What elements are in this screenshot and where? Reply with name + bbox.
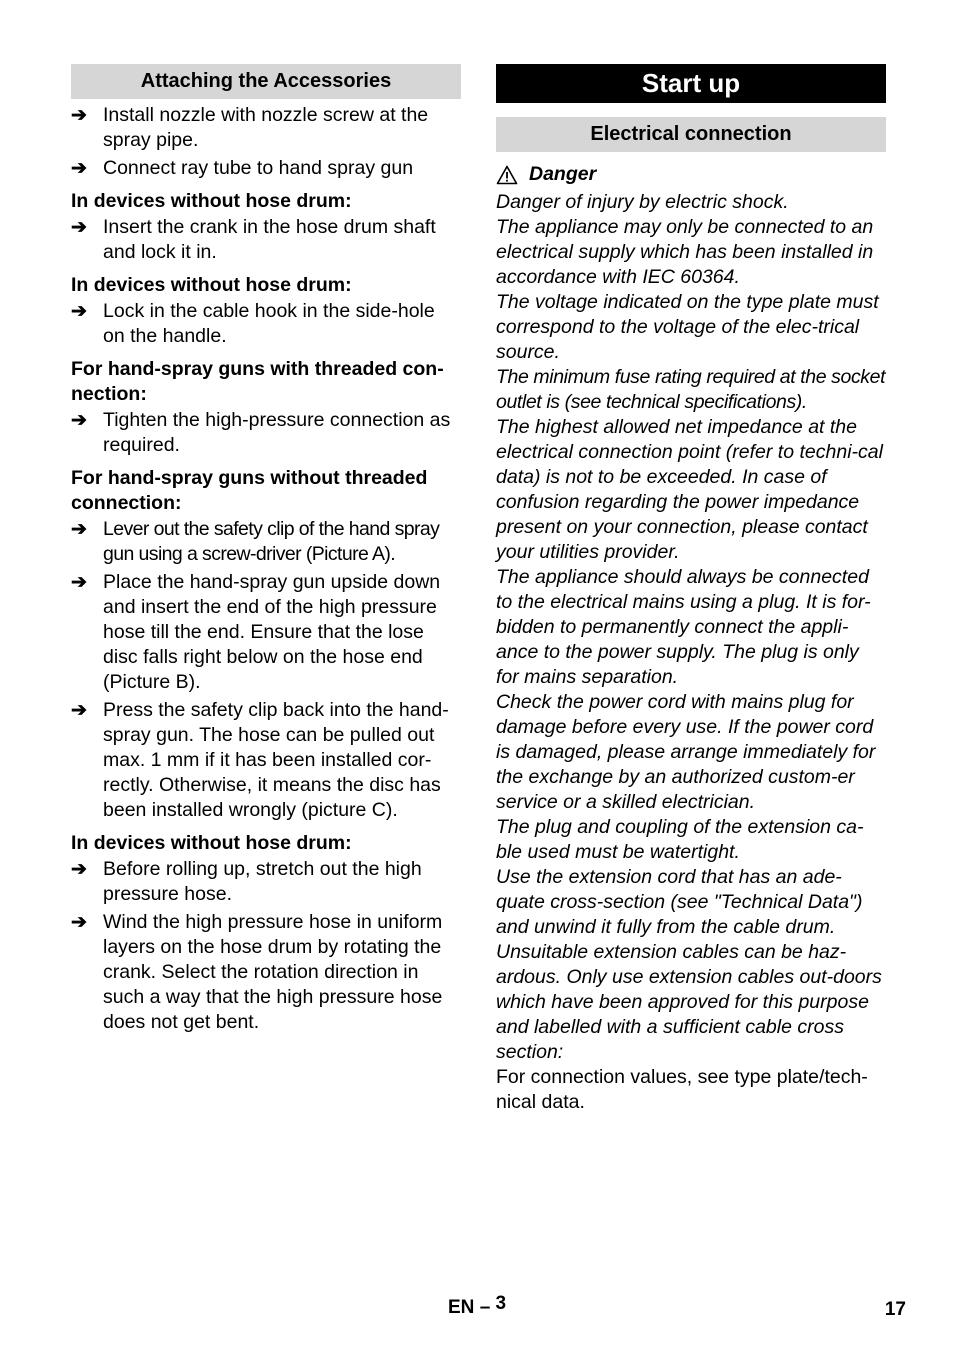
subheading: For hand-spray guns with threaded con-nection:: [71, 358, 444, 405]
steps-group-a: [71, 103, 461, 181]
steps-group-d: [71, 408, 461, 458]
step-item: ➔ Tighten the high-pressure connection as required.: [71, 409, 451, 456]
arrow-right-icon: ➔: [71, 912, 87, 933]
step-item: ➔ Lever out the safety clip of the hand spray gun using a screw-driver (Picture A).: [71, 518, 440, 565]
section-page-number: 3: [495, 1293, 507, 1314]
arrow-right-icon: ➔: [71, 105, 87, 126]
paragraph: The plug and coupling of the extension ca-ble used must be watertight.: [496, 816, 864, 863]
danger-body: [496, 190, 886, 1115]
arrow-right-icon: ➔: [71, 572, 87, 593]
paragraph: Danger of injury by electric shock.: [496, 191, 789, 213]
arrow-right-icon: ➔: [71, 859, 87, 880]
footer-language-marker: [448, 1293, 507, 1319]
arrow-right-icon: ➔: [71, 158, 87, 179]
steps-group-e: [71, 517, 461, 823]
step-item: ➔ Install nozzle with nozzle screw at the spray pipe.: [71, 104, 429, 151]
paragraph: Use the extension cord that has an ade-quate cross-section (see "Technical Data") and unwind it fully from the cable drum.: [496, 866, 863, 938]
arrow-right-icon: ➔: [71, 519, 87, 540]
arrow-right-icon: ➔: [71, 217, 87, 238]
paragraph: The appliance should always be connected to the electrical mains using a plug. It is for-bidden to permanently connect the appli-ance to the power supply. The plug is only for mains separation.: [496, 566, 871, 688]
paragraph: The appliance may only be connected to an electrical supply which has been installed in accordance with IEC 60364.: [496, 216, 874, 288]
warning-triangle-icon: [496, 165, 518, 185]
paragraph: The voltage indicated on the type plate must correspond to the voltage of the elec-trical source.: [496, 291, 879, 363]
subheading: In devices without hose drum:: [71, 274, 352, 296]
subheading: In devices without hose drum:: [71, 832, 352, 854]
steps-group-c: [71, 299, 461, 349]
step-item: ➔ Connect ray tube to hand spray gun: [71, 157, 414, 179]
paragraph: Unsuitable extension cables can be haz-ardous. Only use extension cables out-doors which have been approved for this purpose and labelled with a sufficient cable cross section:: [496, 941, 882, 1063]
right-column: [496, 64, 886, 1115]
left-column: [71, 64, 461, 1038]
steps-group-f: [71, 857, 461, 1035]
connection-values-note: For connection values, see type plate/tech-nical data.: [496, 1066, 868, 1113]
language-code: EN: [448, 1297, 475, 1318]
start-up-title: Start up: [496, 64, 886, 103]
paragraph: Check the power cord with mains plug for damage before every use. If the power cord is damaged, please arrange immediately for the exchange by an authorized custom-er service or a skilled electrician.: [496, 691, 876, 813]
paragraph: The highest allowed net impedance at the electrical connection point (refer to techni-cal data) is not to be exceeded. In case of confusion regarding the power impedance present on your connection, please contact your utilities provider.: [496, 416, 883, 563]
steps-group-b: [71, 215, 461, 265]
step-item: ➔ Insert the crank in the hose drum shaft and lock it in.: [71, 216, 436, 263]
step-item: ➔ Before rolling up, stretch out the high pressure hose.: [71, 858, 422, 905]
step-item: ➔ Wind the high pressure hose in uniform layers on the hose drum by rotating the crank. Select the rotation direction in such a way that the high pressure hose does not get bent.: [71, 911, 443, 1033]
step-item: ➔ Place the hand-spray gun upside down and insert the end of the high pressure hose till the end. Ensure that the lose disc falls right below on the hose end (Picture B).: [71, 571, 441, 693]
subheading: In devices without hose drum:: [71, 190, 352, 212]
danger-notice-heading: [496, 162, 886, 187]
separator: –: [479, 1297, 491, 1318]
paragraph: The minimum fuse rating required at the socket outlet is (see technical specifications).: [496, 366, 886, 413]
arrow-right-icon: ➔: [71, 301, 87, 322]
attaching-accessories-heading: Attaching the Accessories: [71, 64, 461, 99]
arrow-right-icon: ➔: [71, 700, 87, 721]
subheading: For hand-spray guns without threaded connection:: [71, 467, 428, 514]
arrow-right-icon: ➔: [71, 410, 87, 431]
danger-label: Danger: [529, 163, 597, 185]
electrical-connection-heading: Electrical connection: [496, 117, 886, 152]
step-item: ➔ Press the safety clip back into the hand-spray gun. The hose can be pulled out max. 1 mm if it has been installed cor-rectly. Otherwise, it means the disc has been installed wrongly (picture C).: [71, 699, 449, 821]
page-number: 17: [884, 1299, 906, 1320]
step-item: ➔ Lock in the cable hook in the side-hole on the handle.: [71, 300, 435, 347]
